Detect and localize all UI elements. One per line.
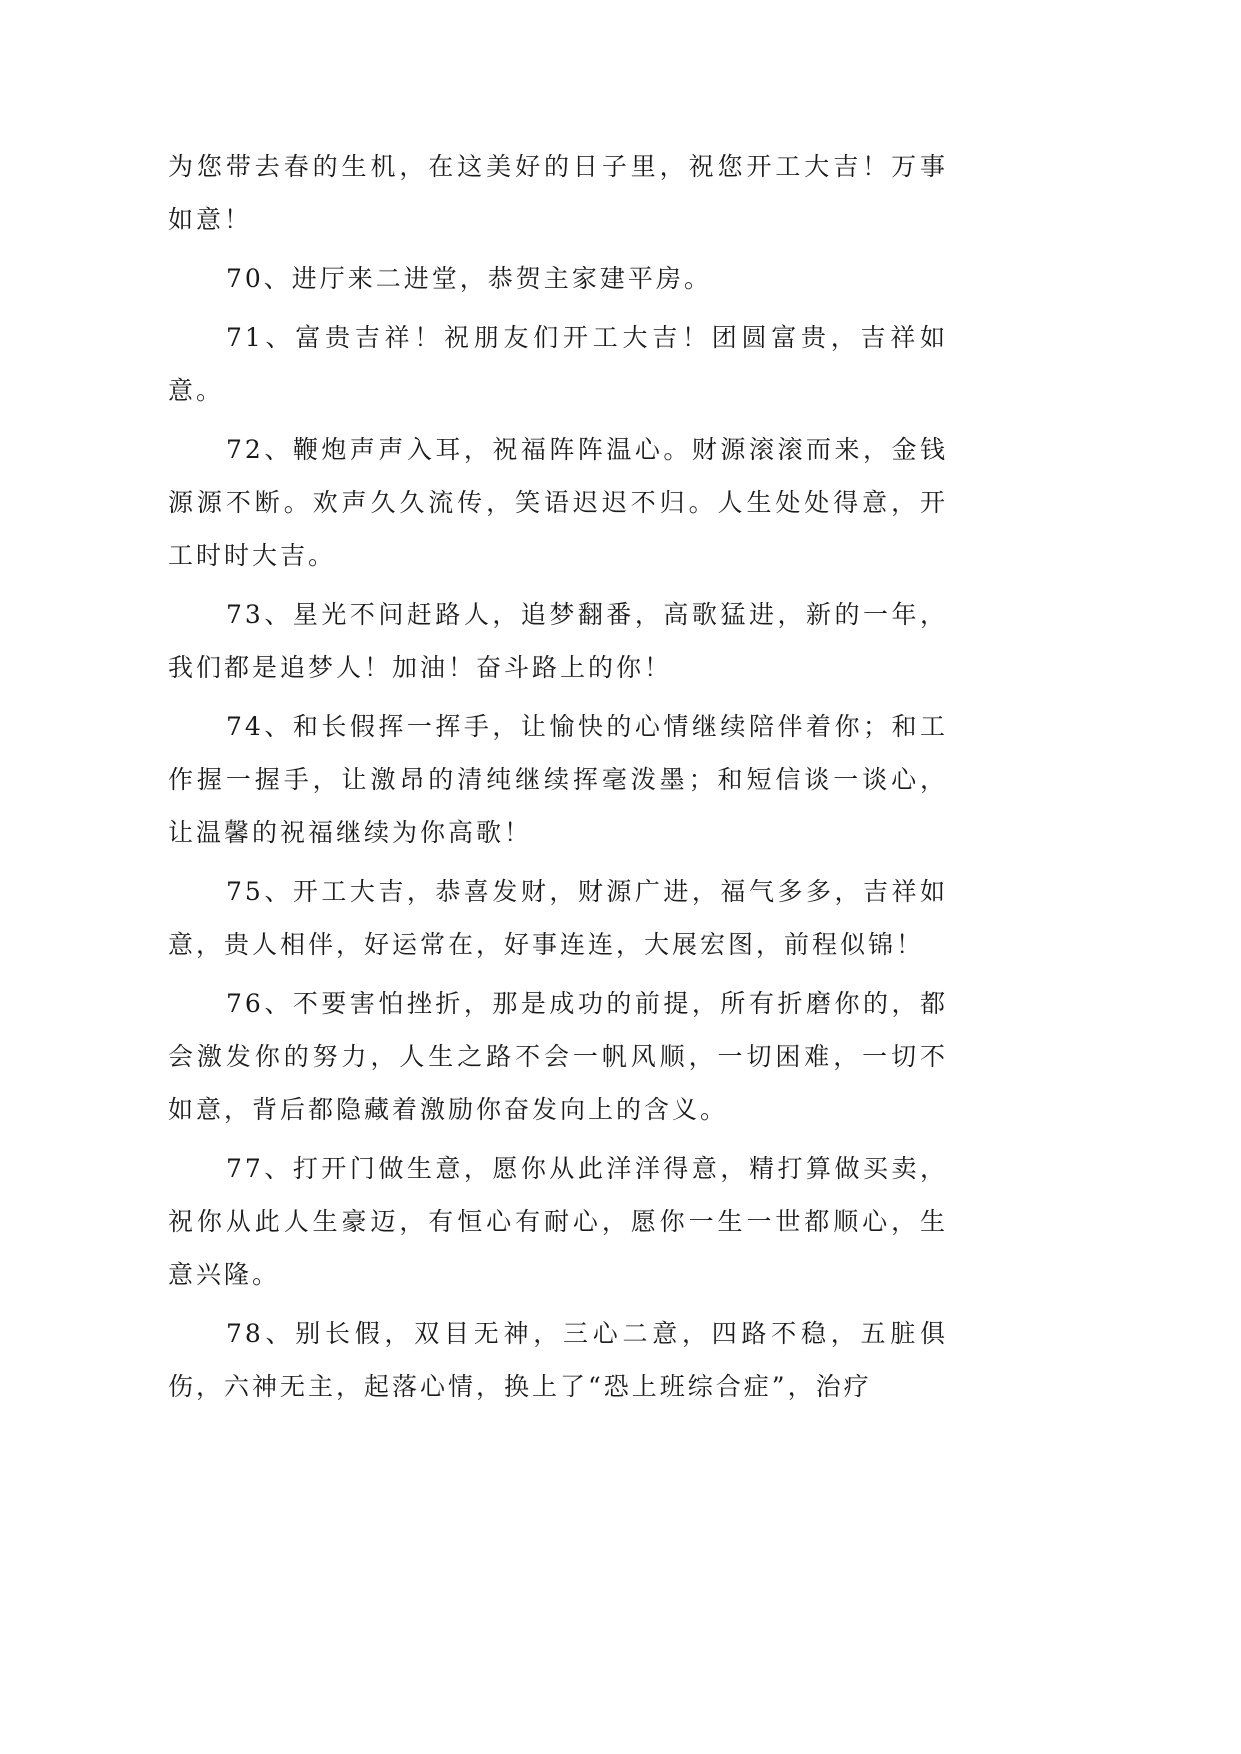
document-body bbox=[168, 140, 948, 1419]
paragraph-70: 70、进厅来二进堂，恭贺主家建平房。 bbox=[226, 264, 712, 293]
paragraph-78: 78、别长假，双目无神，三心二意，四路不稳，五脏俱伤，六神无主，起落心情，换上了“恐上班综合症”，治疗 bbox=[168, 1319, 948, 1401]
paragraph-73: 73、星光不问赶路人，追梦翻番，高歌猛进，新的一年，我们都是追梦人！加油！奋斗路上的你！ bbox=[168, 600, 948, 682]
paragraph-75: 75、开工大吉，恭喜发财，财源广进，福气多多，吉祥如意，贵人相伴，好运常在，好事连连，大展宏图，前程似锦！ bbox=[168, 877, 948, 959]
paragraph-77: 77、打开门做生意，愿你从此洋洋得意，精打算做买卖，祝你从此人生豪迈，有恒心有耐心，愿你一生一世都顺心，生意兴隆。 bbox=[168, 1154, 948, 1289]
paragraph-continuation: 为您带去春的生机，在这美好的日子里，祝您开工大吉！万事如意！ bbox=[168, 152, 948, 234]
paragraph-71: 71、富贵吉祥！祝朋友们开工大吉！团圆富贵，吉祥如意。 bbox=[168, 323, 948, 405]
paragraph-76: 76、不要害怕挫折，那是成功的前提，所有折磨你的，都会激发你的努力，人生之路不会一帆风顺，一切困难，一切不如意，背后都隐藏着激励你奋发向上的含义。 bbox=[168, 989, 948, 1124]
paragraph-74: 74、和长假挥一挥手，让愉快的心情继续陪伴着你；和工作握一握手，让激昂的清纯继续挥毫泼墨；和短信谈一谈心，让温馨的祝福继续为你高歌！ bbox=[168, 712, 948, 847]
paragraph-72: 72、鞭炮声声入耳，祝福阵阵温心。财源滚滚而来，金钱源源不断。欢声久久流传，笑语迟迟不归。人生处处得意，开工时时大吉。 bbox=[168, 435, 948, 570]
